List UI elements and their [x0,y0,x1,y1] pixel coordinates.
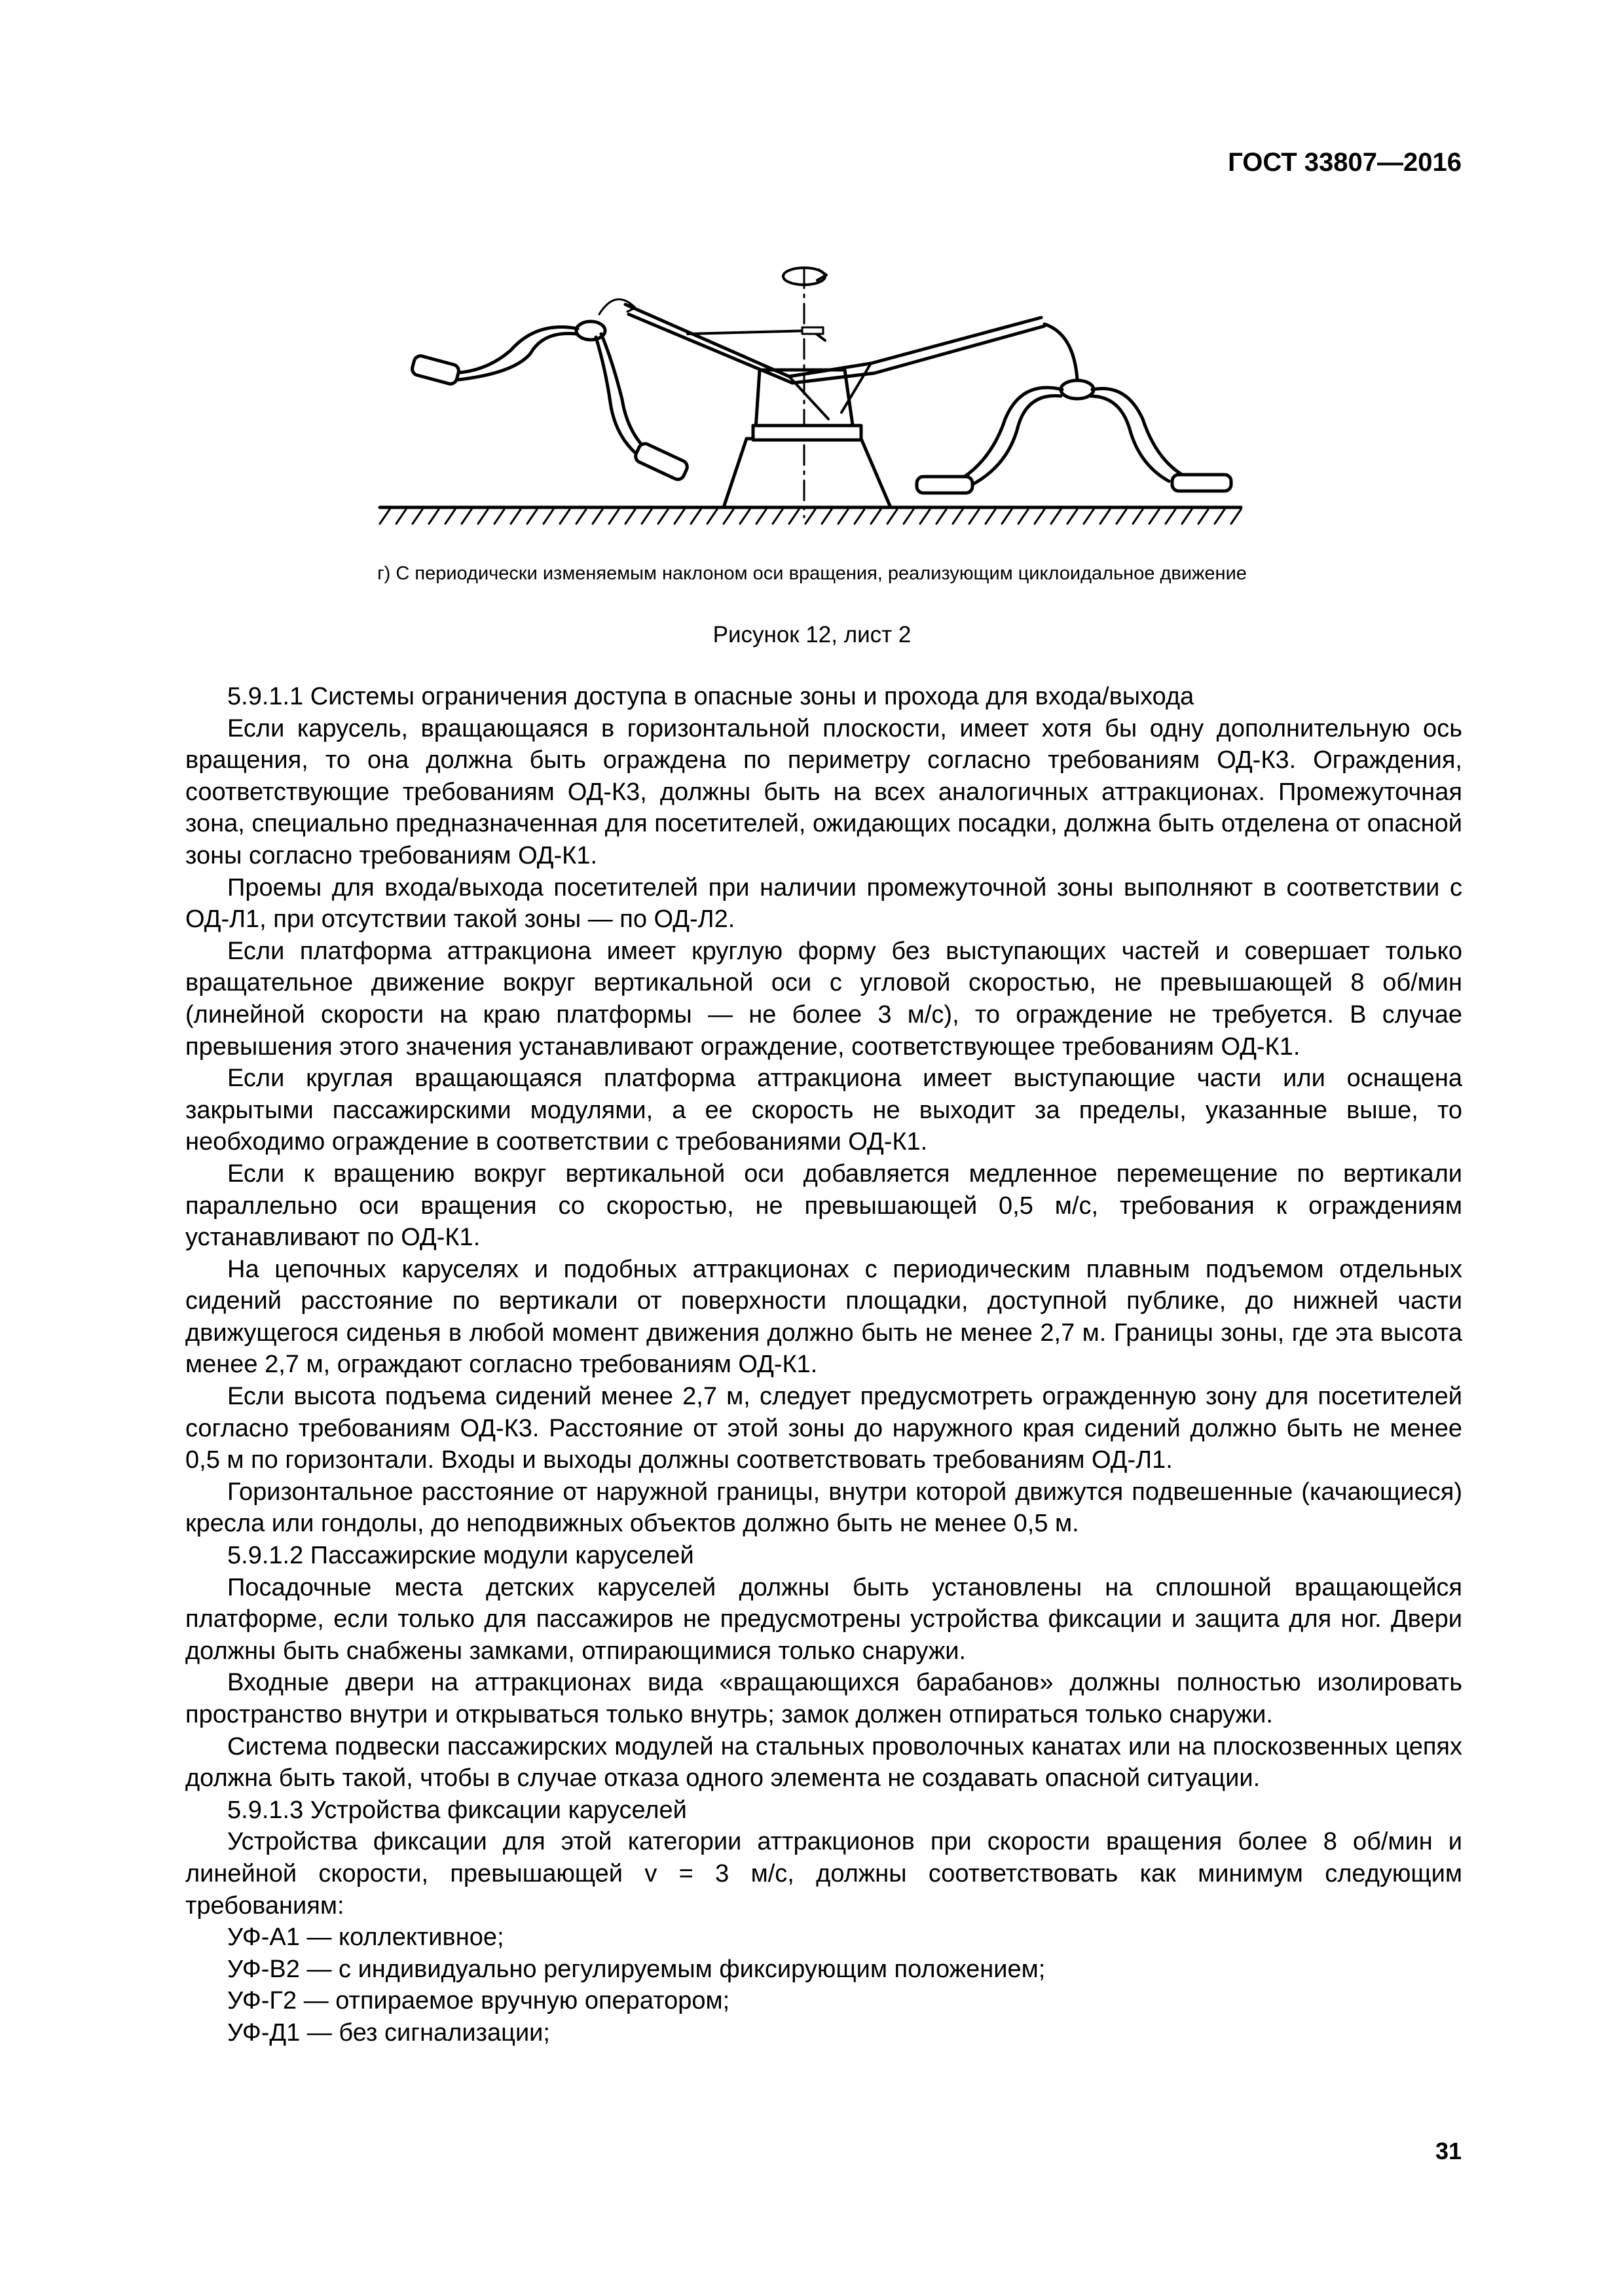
body-text [185,681,1462,2049]
right-chain-2 [1092,388,1182,475]
list-item: УФ-Д1 — без сигнализации; [227,2018,550,2047]
paragraph: Если круглая вращающаяся платформа аттракциона имеет выступающие части или оснащена закрытыми пассажирскими модулями, а ее скорость не выходит за пределы, указанные выше, то необходимо ограждение в соответствии с требованиями ОД-К1. [185,1065,1462,1156]
section-heading: 5.9.1.3 Устройства фиксации каруселей [227,1796,687,1824]
document-header: ГОСТ 33807—2016 [1228,148,1462,177]
paragraph: Горизонтальное расстояние от наружной границы, внутри которой движутся подвешенные (качающиеся) кресла или гондолы, до неподвижных объектов должно быть не менее 0,5 м. [185,1478,1462,1538]
paragraph: На цепочных каруселях и подобных аттракционах с периодическим плавным подъемом отдельных сидений расстояние по вертикали от поверхности площадки, доступной публике, до нижней части движущегося сиденья в любой момент движения должно быть не менее 2,7 м. Границы зоны, где эта высота менее 2,7 м, ограждают согласно требованиям ОД-К1. [185,1255,1462,1379]
right-chain-1 [963,388,1062,478]
pedestal-base [724,439,891,507]
paragraph: Если платформа аттракциона имеет круглую форму без выступающих частей и совершает только вращательное движение вокруг вертикальной оси с угловой скоростью, не превышающей 8 об/мин (линейной скорости на краю платформы — не более 3 м/с), то ограждение не требуется. В случае превышения этого значения устанавливают ограждение, соответствующее требованиям ОД-К1. [185,937,1462,1061]
right-hub [1061,380,1094,399]
figure-caption: Рисунок 12, лист 2 [712,622,912,647]
paragraph: Если к вращению вокруг вертикальной оси добавляется медленное перемещение по вертикали параллельно оси вращения со скоростью, не превышающей 0,5 м/с, требования к ограждениям устанавливают по ОД-К1. [185,1159,1462,1252]
section-heading: 5.9.1.2 Пассажирские модули каруселей [227,1542,694,1570]
page-number: 31 [1435,2138,1462,2164]
paragraph: Если высота подъема сидений менее 2,7 м, следует предусмотреть огражденную зону для посетителей согласно требованиям ОД-К3. Расстояние от этой зоны до наружного края сидений должно быть не менее 0,5 м по горизонтали. Входы и выходы должны соответствовать требованиям ОД-Л1. [185,1383,1462,1474]
list-item: УФ-Г2 — отпираемое вручную оператором; [227,1987,730,2015]
paragraph: Устройства фиксации для этой категории аттракционов при скорости вращения более 8 об/мин и линейной скорости, превышающей v = 3 м/с, должны соответствовать как минимум следующим требованиям: [185,1828,1462,1920]
carousel-diagram [367,242,1257,543]
list-item: УФ-А1 — коллективное; [227,1923,504,1952]
figure-subcaption: г) С периодически изменяемым наклоном оси вращения, реализующим циклоидальное движение [377,563,1247,584]
paragraph: Система подвески пассажирских модулей на стальных проволочных канатах или на плоскозвенных цепях должна быть такой, чтобы в случае отказа одного элемента не создавать опасной ситуации. [185,1732,1462,1793]
left-gondola-2 [633,442,689,482]
paragraph: Посадочные места детских каруселей должны быть установлены на сплошной вращающейся платформе, если только для пассажиров не предусмотрены устройства фиксации и защита для ног. Двери должны быть снабжены замками, отпирающимися только снаружи. [185,1573,1462,1665]
pedestal-cap [753,426,861,440]
paragraph: Если карусель, вращающаяся в горизонтальной плоскости, имеет хотя бы одну дополнительную ось вращения, то она должна быть ограждена по периметру согласно требованиям ОД-К3. Ограждения, соответствующие требованиям ОД-К3, должны быть на всех аналогичных аттракционах. Промежуточная зона, специально предназначенная для посетителей, ожидающих посадки, должна быть отделена от опасной зоны согласно требованиям ОД-К1. [185,714,1462,869]
paragraph: Проемы для входа/выхода посетителей при наличии промежуточной зоны выполняют в соответствии с ОД-Л1, при отсутствии такой зоны — по ОД-Л2. [185,873,1462,934]
section-heading: 5.9.1.1 Системы ограничения доступа в опасные зоны и прохода для входа/выхода [227,683,1194,710]
paragraph: Входные двери на аттракционах вида «вращающихся барабанов» должны полностью изолировать пространство внутри и открываться только внутрь; замок должен отпираться только снаружи. [185,1669,1462,1728]
ground-hatching [380,509,1241,524]
left-gondola-1 [411,354,460,385]
right-gondola-1 [917,477,972,493]
list-item: УФ-В2 — с индивидуально регулируемым фиксирующим положением; [227,1955,1046,1983]
right-gondola-2 [1172,475,1231,491]
